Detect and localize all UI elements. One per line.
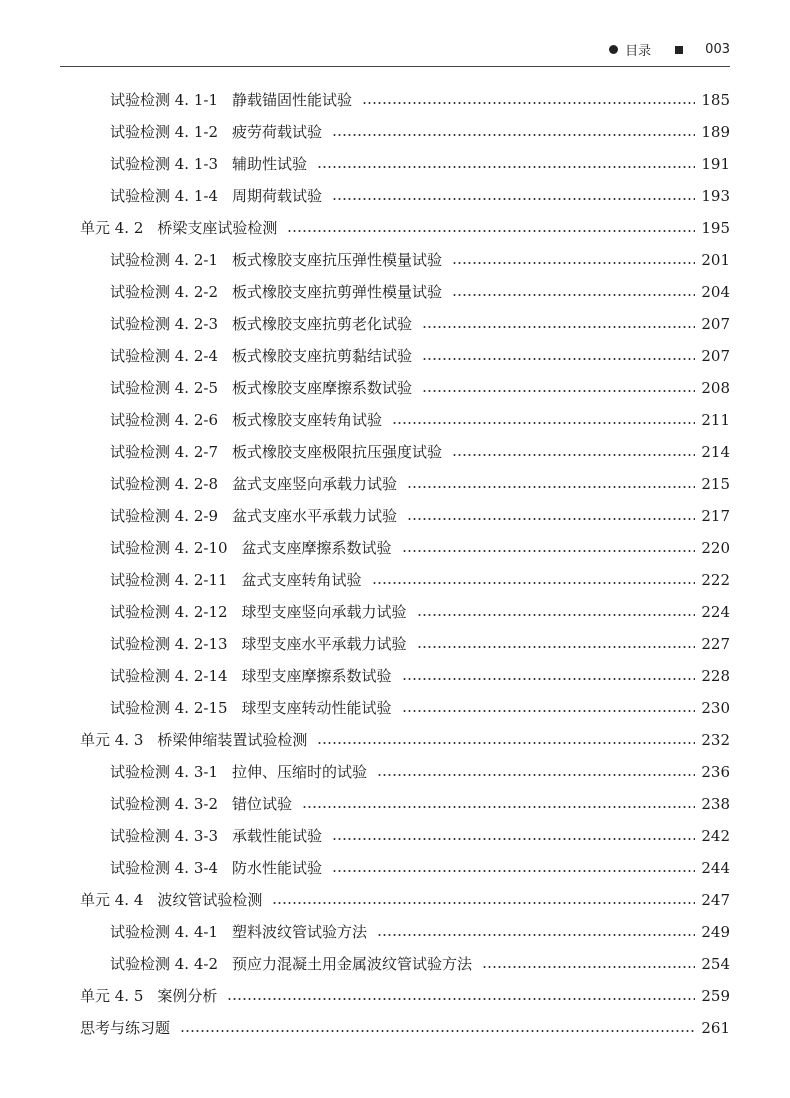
toc-entry[interactable] [0,84,790,116]
toc-entry-page: 217 [701,507,730,525]
toc-entry-page: 232 [701,731,730,749]
toc-entry-code: 试验检测 4. 2-11 [110,571,228,589]
toc-entry-page: 259 [701,987,730,1005]
toc-entry[interactable] [0,820,790,852]
toc-entry-title: 盆式支座竖向承载力试验 [232,475,398,493]
toc-entry-page: 228 [701,667,730,685]
toc-entry[interactable] [0,244,790,276]
toc-entry-code: 试验检测 4. 2-12 [110,603,228,621]
toc-entry[interactable] [0,372,790,404]
toc-entry-page: 195 [701,219,730,237]
dot-leader [180,1030,695,1032]
toc-entry[interactable] [0,884,790,916]
toc-entry-title: 塑料波纹管试验方法 [232,923,368,941]
dot-leader [332,870,695,872]
toc-entry-code: 试验检测 4. 3-1 [110,763,219,781]
toc-entry-code: 单元 4. 3 [80,731,144,749]
toc-entry[interactable] [0,340,790,372]
dot-leader [362,102,695,104]
toc-entry-code: 试验检测 4. 2-5 [110,379,219,397]
toc-entry-title: 盆式支座转角试验 [241,571,362,589]
toc-entry-page: 222 [701,571,730,589]
toc-entry[interactable] [0,852,790,884]
toc-entry-page: 204 [701,283,730,301]
toc-entry-page: 242 [701,827,730,845]
toc-entry-page: 224 [701,603,730,621]
toc-entry-page: 247 [701,891,730,909]
toc-entry-title: 桥梁支座试验检测 [157,219,278,237]
toc-entry[interactable] [0,596,790,628]
toc-entry-page: 201 [701,251,730,269]
toc-entry-title: 辅助性试验 [232,155,308,173]
toc-entry-title: 案例分析 [157,987,218,1005]
toc-entry-code: 试验检测 4. 2-4 [110,347,219,365]
toc-entry-page: 208 [701,379,730,397]
toc-entry-title: 波纹管试验检测 [157,891,263,909]
toc-entry-title: 板式橡胶支座抗压弹性模量试验 [232,251,443,269]
toc-entry-code: 单元 4. 4 [80,891,144,909]
toc-entry-code: 试验检测 4. 2-9 [110,507,219,525]
page-header [0,0,790,70]
toc-entry-title: 预应力混凝土用金属波纹管试验方法 [232,955,473,973]
toc-entry-page: 236 [701,763,730,781]
toc-entry-title: 球型支座水平承载力试验 [241,635,407,653]
toc-entry[interactable] [0,500,790,532]
dot-leader [422,326,695,328]
toc-entry-title: 板式橡胶支座抗剪黏结试验 [232,347,413,365]
toc-entry[interactable] [0,180,790,212]
toc-entry-page: 238 [701,795,730,813]
dot-leader [402,678,696,680]
toc-entry-page: 193 [701,187,730,205]
toc-entry[interactable] [0,532,790,564]
dot-leader [377,774,695,776]
toc-entry-code: 单元 4. 2 [80,219,144,237]
toc-entry-page: 185 [701,91,730,109]
toc-entry[interactable] [0,660,790,692]
toc-entry[interactable] [0,468,790,500]
dot-leader [332,838,695,840]
toc-entry-code: 试验检测 4. 2-10 [110,539,228,557]
toc-entry-title: 球型支座转动性能试验 [241,699,392,717]
dot-leader [332,134,695,136]
toc-entry-code: 试验检测 4. 2-8 [110,475,219,493]
toc-entry-page: 220 [701,539,730,557]
toc-entry-page: 211 [701,411,730,429]
toc-entry-code: 试验检测 4. 1-1 [110,91,219,109]
toc-entry-page: 244 [701,859,730,877]
toc-entry[interactable] [0,628,790,660]
toc-entry-code: 试验检测 4. 4-1 [110,923,219,941]
toc-entry-title: 板式橡胶支座抗剪老化试验 [232,315,413,333]
dot-leader [392,422,695,424]
dot-leader [402,550,696,552]
dot-leader [452,262,695,264]
square-icon [675,46,683,54]
header-right [609,40,730,59]
dot-leader [377,934,695,936]
toc-entry-code: 试验检测 4. 4-2 [110,955,219,973]
toc-entry[interactable] [0,308,790,340]
toc-entry-code: 试验检测 4. 3-4 [110,859,219,877]
dot-leader [422,390,695,392]
toc-entry-page: 261 [701,1019,730,1037]
toc-entry-title: 板式橡胶支座极限抗压强度试验 [232,443,443,461]
toc-entry-code: 试验检测 4. 1-2 [110,123,219,141]
toc-entry-code: 试验检测 4. 1-3 [110,155,219,173]
toc-entry-page: 207 [701,347,730,365]
toc-entry-title: 错位试验 [232,795,293,813]
toc-entry-title: 疲劳荷载试验 [232,123,323,141]
toc-entry-title: 盆式支座水平承载力试验 [232,507,398,525]
dot-leader [402,710,696,712]
toc-entry[interactable] [0,948,790,980]
header-rule [60,66,730,67]
dot-leader [332,198,695,200]
toc-entry-title: 板式橡胶支座抗剪弹性模量试验 [232,283,443,301]
toc-entry-page: 207 [701,315,730,333]
toc-entry-page: 215 [701,475,730,493]
toc-entry-title: 板式橡胶支座摩擦系数试验 [232,379,413,397]
toc-entry-code: 试验检测 4. 2-3 [110,315,219,333]
toc-entry-page: 230 [701,699,730,717]
toc-entry-title: 板式橡胶支座转角试验 [232,411,383,429]
toc-entry[interactable] [0,404,790,436]
dot-leader [317,742,695,744]
toc-entry[interactable] [0,436,790,468]
dot-leader [302,806,695,808]
toc-entry[interactable] [0,276,790,308]
toc-entry-title: 静载锚固性能试验 [232,91,353,109]
toc-entry-page: 254 [701,955,730,973]
dot-leader [372,582,696,584]
toc-entry-title: 桥梁伸缩装置试验检测 [157,731,308,749]
dot-leader [417,614,696,616]
toc-entry-title: 球型支座竖向承载力试验 [241,603,407,621]
toc-entry-code: 试验检测 4. 2-7 [110,443,219,461]
toc-entry-code: 单元 4. 5 [80,987,144,1005]
toc-entry-code: 试验检测 4. 2-1 [110,251,219,269]
bullet-icon [609,45,618,54]
dot-leader [482,966,695,968]
toc-entry-code: 试验检测 4. 3-2 [110,795,219,813]
dot-leader [317,166,695,168]
toc-entry-code: 试验检测 4. 2-14 [110,667,228,685]
toc-entry[interactable] [0,116,790,148]
dot-leader [452,454,695,456]
dot-leader [452,294,695,296]
dot-leader [422,358,695,360]
toc-entry[interactable] [0,916,790,948]
toc-entry[interactable] [0,212,790,244]
dot-leader [407,486,695,488]
toc-entry-code: 试验检测 4. 2-15 [110,699,228,717]
dot-leader [407,518,695,520]
toc-entry[interactable] [0,692,790,724]
toc-entry-code: 试验检测 4. 2-13 [110,635,228,653]
toc-entry[interactable] [0,724,790,756]
toc-entry-code: 试验检测 4. 1-4 [110,187,219,205]
toc-entry-title: 拉伸、压缩时的试验 [232,763,368,781]
toc-entry-title: 承载性能试验 [232,827,323,845]
toc-entry-code: 试验检测 4. 3-3 [110,827,219,845]
table-of-contents [0,84,790,1044]
dot-leader [272,902,695,904]
dot-leader [417,646,696,648]
section-label: 目录 [625,44,652,59]
toc-entry[interactable] [0,756,790,788]
toc-entry[interactable] [0,788,790,820]
toc-entry-title: 周期荷载试验 [232,187,323,205]
toc-entry-code: 试验检测 4. 2-2 [110,283,219,301]
toc-entry-code: 试验检测 4. 2-6 [110,411,219,429]
toc-entry-title: 思考与练习题 [80,1019,171,1037]
toc-entry-page: 191 [701,155,730,173]
toc-entry-title: 盆式支座摩擦系数试验 [241,539,392,557]
toc-entry-page: 249 [701,923,730,941]
page-number: 003 [705,42,730,57]
toc-entry-page: 214 [701,443,730,461]
toc-entry-page: 227 [701,635,730,653]
dot-leader [227,998,695,1000]
toc-entry-page: 189 [701,123,730,141]
toc-entry-title: 防水性能试验 [232,859,323,877]
toc-entry[interactable] [0,564,790,596]
toc-entry-title: 球型支座摩擦系数试验 [241,667,392,685]
toc-entry[interactable] [0,980,790,1012]
toc-entry[interactable] [0,148,790,180]
toc-entry[interactable] [0,1012,790,1044]
dot-leader [287,230,695,232]
